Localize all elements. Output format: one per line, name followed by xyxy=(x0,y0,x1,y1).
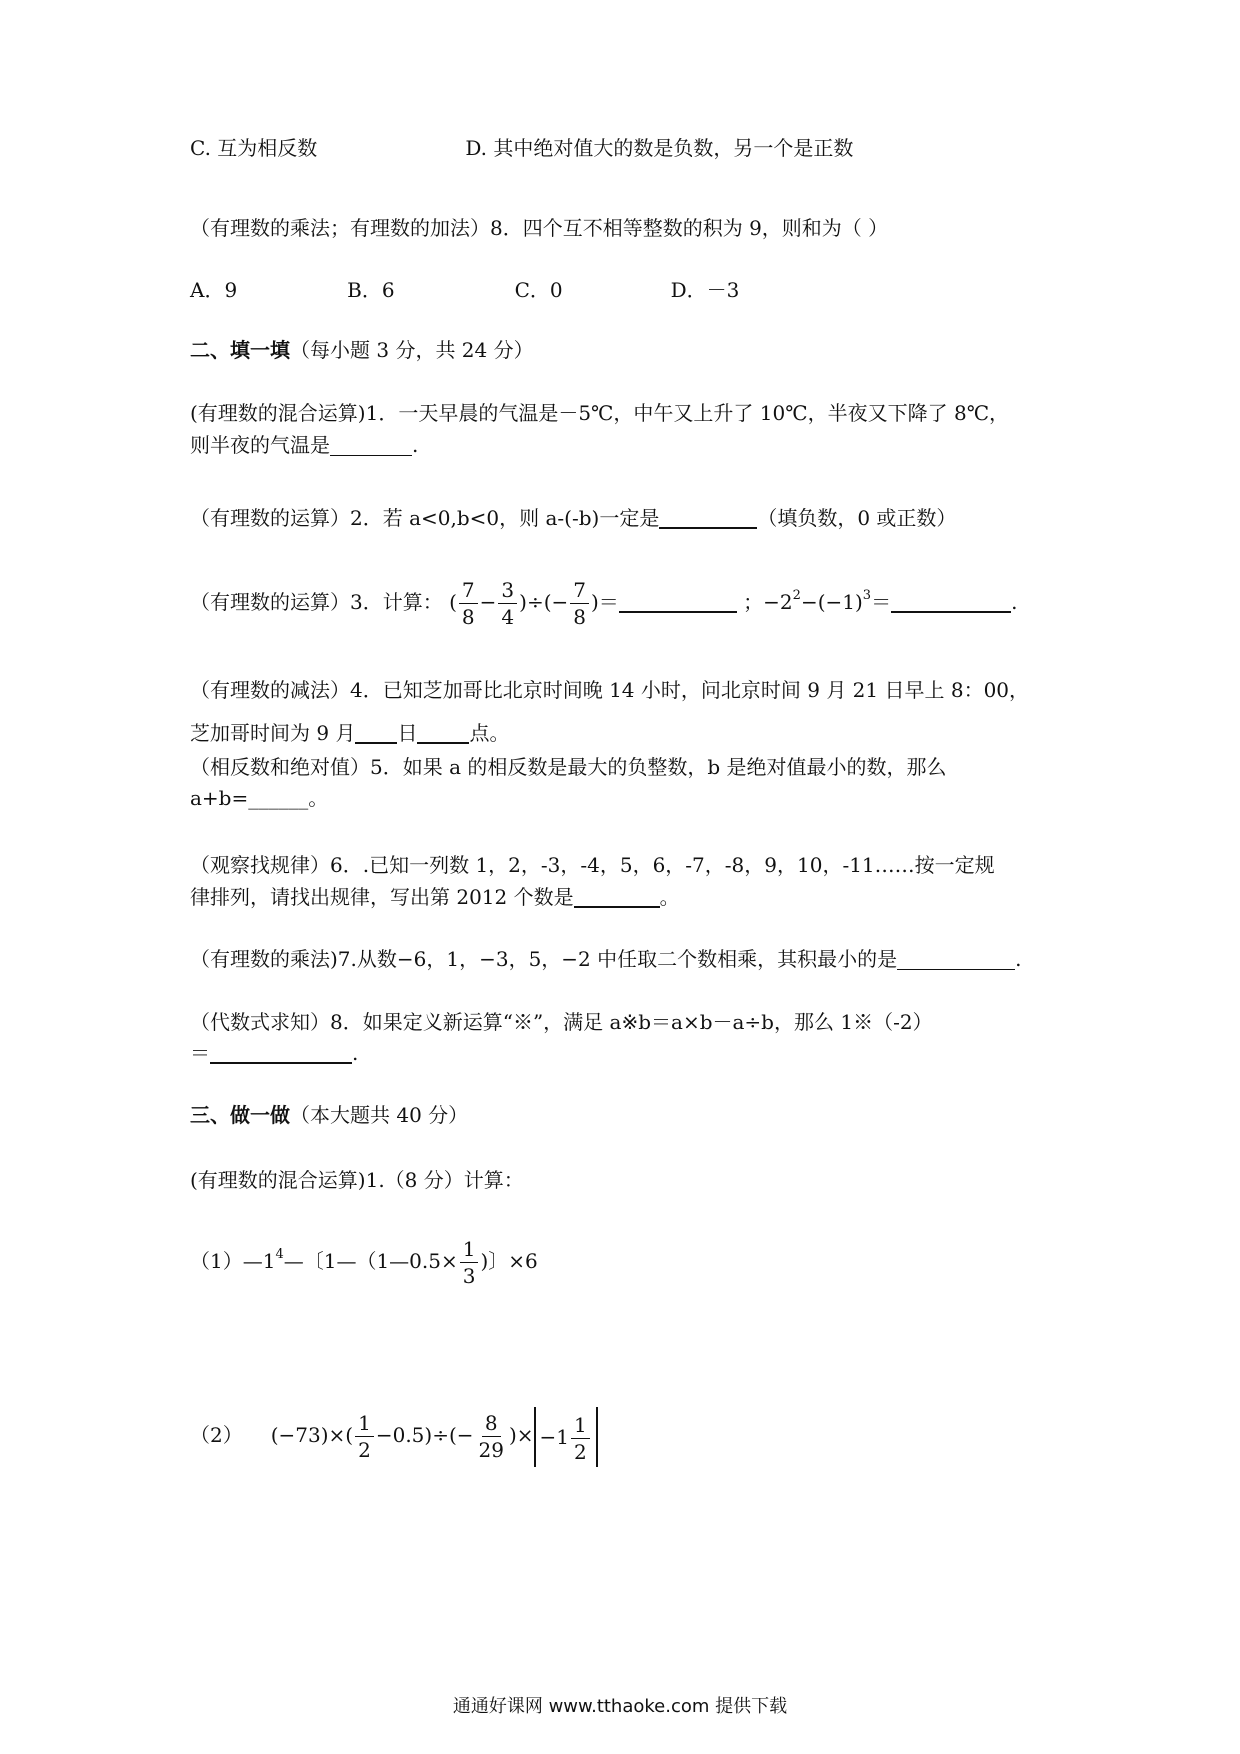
option-b: B．6 xyxy=(347,278,395,302)
s2-q4-line2: 芝加哥时间为 9 月 日 点。 xyxy=(190,721,510,745)
s2-q1-line2: 则半夜的气温是 . xyxy=(190,433,419,457)
answer-blank[interactable] xyxy=(574,884,660,908)
answer-blank[interactable] xyxy=(355,720,397,744)
answer-blank[interactable] xyxy=(417,720,469,744)
s2-q8-line1: （代数式求知）8．如果定义新运算“※”，满足 a※b＝a×b－a÷b，那么 1※（-2） xyxy=(190,1010,933,1034)
option-d: D. 其中绝对值大的数是负数，另一个是正数 xyxy=(465,136,854,160)
fraction: $\frac{1}{2}$ xyxy=(355,1410,374,1463)
q8-options-row xyxy=(190,275,739,305)
answer-blank[interactable] xyxy=(330,435,412,456)
s2-q6-line1: （观察找规律）6．.已知一列数 1，2，-3，-4，5，6，-7，-8，9，10，-11……按一定规 xyxy=(190,853,995,877)
section-2-heading xyxy=(190,335,534,365)
section-3-title: 三、做一做 xyxy=(190,1103,290,1127)
option-c: C．0 xyxy=(514,278,563,302)
answer-blank[interactable] xyxy=(619,589,737,613)
section-2-note: （每小题 3 分，共 24 分） xyxy=(290,338,534,362)
answer-blank[interactable] xyxy=(891,589,1011,613)
s3-q1-part1: $(1)—1^4—$〔1—（1—0.5× $\frac{1}{3}$ )〕×6 xyxy=(190,1237,538,1288)
s2-q3: （有理数的运算）3．计算： ( $\frac{7}{8}$ − $\frac{3}{4}$ )÷(− $\frac{7}{8}$ )＝ ；$-2^2-(-1)^3=$ . xyxy=(190,578,1018,629)
s2-q7: （有理数的乘法)7.从数−6，1，−3，5，−2 中任取二个数相乘，其积最小的是 . xyxy=(190,947,1022,971)
fraction: $\frac{1}{3}$ xyxy=(460,1236,479,1289)
footer: 通通好课网 www.tthaoke.com 提供下载 xyxy=(452,1696,788,1717)
section-3-heading xyxy=(190,1100,468,1130)
option-a: A．9 xyxy=(190,278,238,302)
fraction: $\frac{1}{2}$ xyxy=(571,1412,590,1465)
fraction: $\frac{8}{29}$ xyxy=(478,1411,504,1462)
q7-options-row xyxy=(190,133,853,163)
absolute-value: −1 $\frac{1}{2}$ xyxy=(534,1407,598,1467)
s2-q6-line2: 律排列，请找出规律，写出第 2012 个数是 。 xyxy=(190,885,680,909)
fraction: $\frac{7}{8}$ xyxy=(459,577,478,630)
answer-blank[interactable] xyxy=(210,1040,352,1064)
option-c: C. 互为相反数 xyxy=(190,136,318,160)
option-d: D．－3 xyxy=(670,278,740,302)
s2-q4-line1: （有理数的减法）4．已知芝加哥比北京时间晚 14 小时，问北京时间 9 月 21 日早上 8：00， xyxy=(190,678,1030,702)
s2-q2: （有理数的运算）2．若 a<0,b<0，则 a-(-b)一定是 （填负数，0 或正数） xyxy=(190,506,957,530)
s2-q1-line1: (有理数的混合运算)1．一天早晨的气温是－5℃，中午又上升了 10℃，半夜又下降了 8℃， xyxy=(190,401,1010,425)
section-2-title: 二、填一填 xyxy=(190,338,290,362)
s2-q8-line2: ＝ . xyxy=(190,1041,359,1065)
answer-blank[interactable] xyxy=(659,505,757,529)
s3-q1-part2: （2） (−73)×( $\frac{1}{2}$ −0.5)÷(− $\frac{8}{29}$ )× −1 $\frac{1}{2}$ xyxy=(190,1405,598,1467)
s2-q5-line1: （相反数和绝对值）5．如果 a 的相反数是最大的负整数，b 是绝对值最小的数，那么 xyxy=(190,755,947,779)
s2-q5-line2: a+b=______。 xyxy=(190,786,329,810)
question-8-text: （有理数的乘法；有理数的加法）8．四个互不相等整数的积为 9，则和为（ ） xyxy=(190,216,889,240)
s3-q1-head: (有理数的混合运算)1.（8 分）计算： xyxy=(190,1168,524,1192)
section-3-note: （本大题共 40 分） xyxy=(290,1103,469,1127)
fraction: $\frac{3}{4}$ xyxy=(498,577,517,630)
answer-blank[interactable] xyxy=(897,947,1015,970)
fraction: $\frac{7}{8}$ xyxy=(570,577,589,630)
